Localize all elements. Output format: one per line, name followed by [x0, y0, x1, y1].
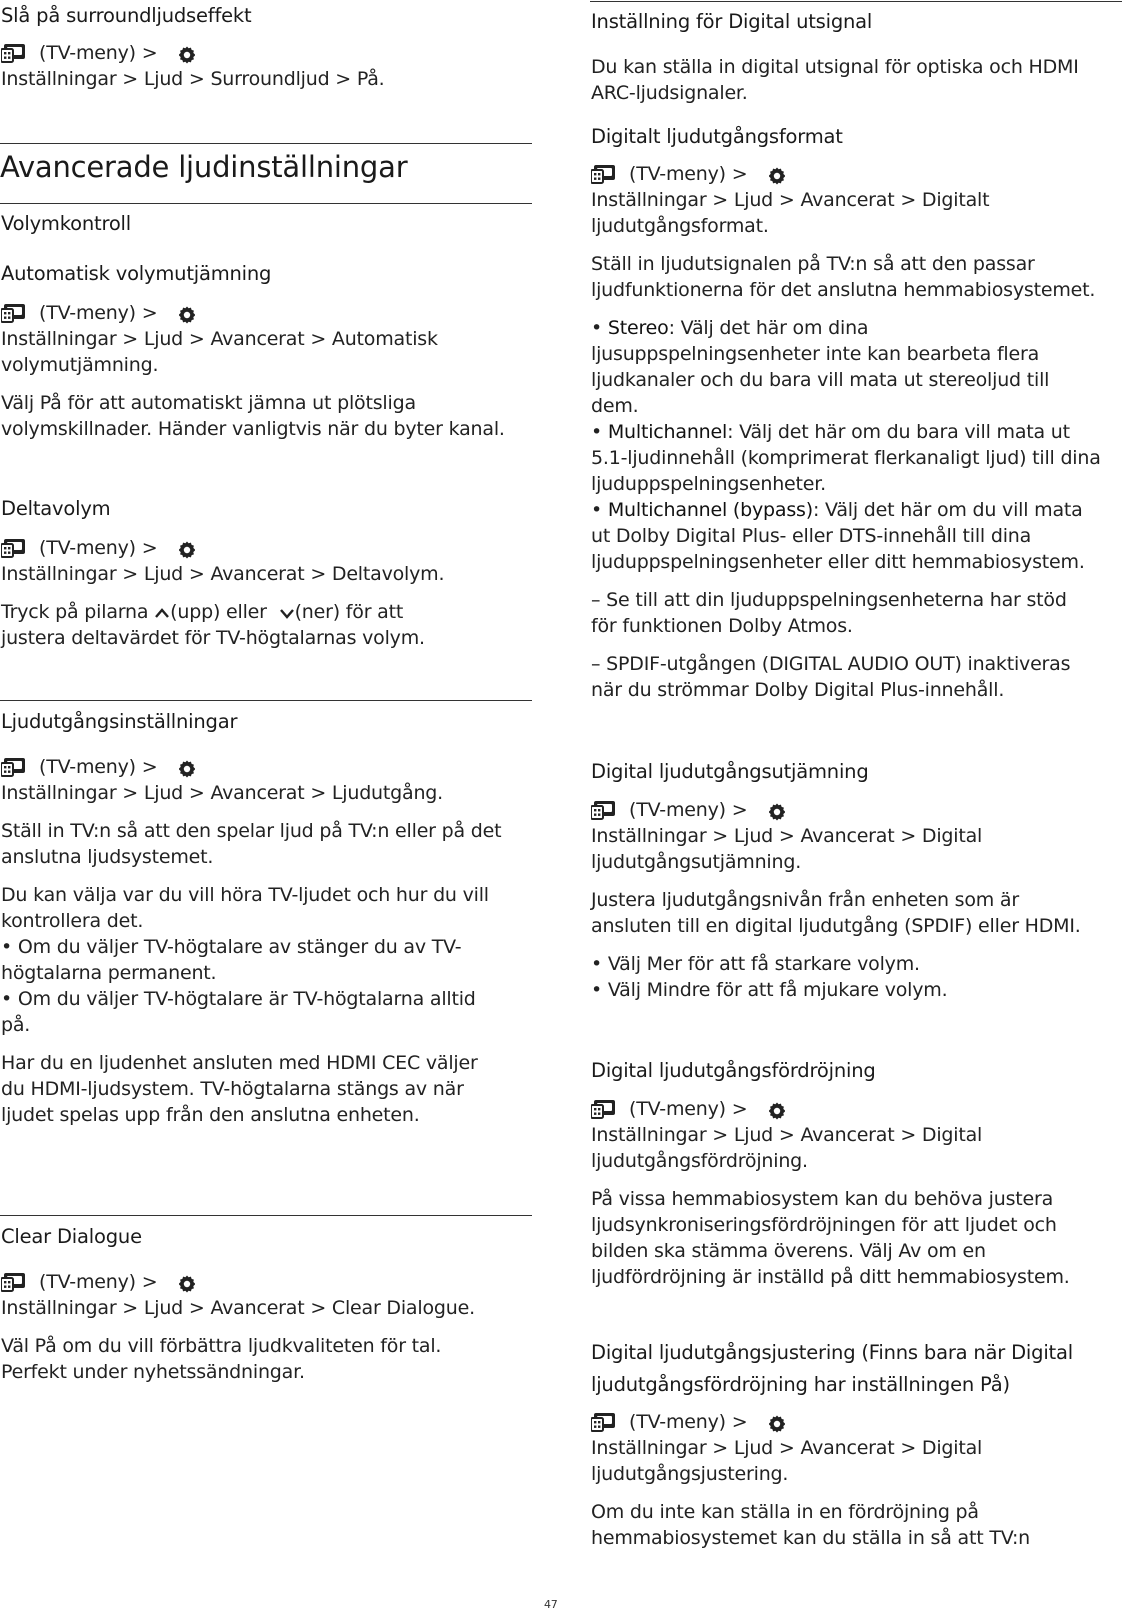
format-bypass-line2: ut Dolby Digital Plus- eller DTS-innehåll till dina — [591, 525, 1032, 547]
leveller-bullet1: • Välj Mer för att få starkare volym. — [591, 953, 920, 975]
menu-label: (TV-meny) > — [39, 537, 158, 559]
auto-volume-desc-line1: Välj På för att automatiskt jämna ut plötsliga — [1, 392, 416, 414]
offset-path-line1: Inställningar > Ljud > Avancerat > Digital — [591, 1437, 983, 1459]
digital-out-heading: Inställning för Digital utsignal — [591, 10, 873, 33]
surround-menu-path — [1, 40, 197, 66]
format-stereo-line1: • Stereo: Välj det här om dina — [591, 317, 869, 339]
audio-out-path-text: Inställningar > Ljud > Avancerat > Ljudutgång. — [1, 782, 443, 804]
tv-menu-icon — [1, 302, 27, 324]
auto-volume-heading: Automatisk volymutjämning — [1, 262, 272, 285]
audio-out-p1-line2: anslutna ljudsystemet. — [1, 846, 214, 868]
format-heading: Digitalt ljudutgångsformat — [591, 125, 843, 148]
digital-out-desc-line1: Du kan ställa in digital utsignal för optiska och HDMI — [591, 56, 1079, 78]
audio-out-p2-line6: på. — [1, 1014, 31, 1036]
audio-out-p2-line2: kontrollera det. — [1, 910, 144, 932]
offset-desc-line2: hemmabiosystemet kan du ställa in så att TV:n — [591, 1527, 1031, 1549]
page-number: 47 — [544, 1598, 558, 1611]
format-stereo-line3: ljudkanaler och du bara vill mata ut stereoljud till — [591, 369, 1050, 391]
format-note2-line2: när du strömmar Dolby Digital Plus-innehåll. — [591, 679, 1005, 701]
menu-label: (TV-meny) > — [629, 1098, 748, 1120]
audio-out-p3-line2: du HDMI-ljudsystem. TV-högtalarna stängs av när — [1, 1078, 464, 1100]
delay-desc-line3: bilden ska stämma överens. Välj Av om en — [591, 1240, 986, 1262]
clear-dialogue-desc-line1: Väl På om du vill förbättra ljudkvaliteten för tal. — [1, 1335, 442, 1357]
offset-heading-line1: Digital ljudutgångsjustering (Finns bara när Digital — [591, 1341, 1073, 1364]
delta-volume-desc-line1 — [1, 599, 403, 625]
format-stereo-line4: dem. — [591, 395, 639, 417]
audio-out-p2-line5: • Om du väljer TV-högtalare är TV-högtalarna alltid — [1, 988, 476, 1010]
surround-path-text: Inställningar > Ljud > Surroundljud > På. — [1, 68, 385, 90]
leveller-bullet2: • Välj Mindre för att få mjukare volym. — [591, 979, 948, 1001]
gear-icon — [177, 45, 197, 65]
clear-dialogue-desc-line2: Perfekt under nyhetssändningar. — [1, 1361, 305, 1383]
clear-dialogue-heading: Clear Dialogue — [1, 1225, 142, 1248]
audio-out-p2-line4: högtalarna permanent. — [1, 962, 217, 984]
bypass-text: : Välj det här om du vill mata — [812, 499, 1083, 521]
arrow-down-icon — [279, 606, 295, 620]
format-multi-line3: ljuduppspelningsenheter. — [591, 473, 826, 495]
gear-icon — [177, 759, 197, 779]
tv-menu-icon — [591, 163, 617, 185]
menu-label: (TV-meny) > — [629, 1411, 748, 1433]
audio-out-menu-path — [1, 754, 197, 780]
offset-desc-line1: Om du inte kan ställa in en fördröjning på — [591, 1501, 979, 1523]
auto-volume-path-line1: Inställningar > Ljud > Avancerat > Automatisk — [1, 328, 438, 350]
gear-icon — [177, 1274, 197, 1294]
tv-menu-icon — [1, 42, 27, 64]
menu-label: (TV-meny) > — [39, 42, 158, 64]
menu-label: (TV-meny) > — [39, 1271, 158, 1293]
auto-volume-desc-line2: volymskillnader. Händer vanligtvis när du byter kanal. — [1, 418, 505, 440]
clear-dialogue-path-text: Inställningar > Ljud > Avancerat > Clear Dialogue. — [1, 1297, 475, 1319]
menu-label: (TV-meny) > — [629, 799, 748, 821]
delay-desc-line1: På vissa hemmabiosystem kan du behöva justera — [591, 1188, 1054, 1210]
gear-icon — [767, 1414, 787, 1434]
leveller-path-line1: Inställningar > Ljud > Avancerat > Digital — [591, 825, 983, 847]
format-path-line2: ljudutgångsformat. — [591, 215, 769, 237]
clear-dialogue-menu-path — [1, 1269, 197, 1295]
delta-desc-a: Tryck på pilarna — [1, 601, 155, 623]
arrow-up-icon — [154, 606, 170, 620]
gear-icon — [177, 540, 197, 560]
divider — [0, 1215, 532, 1216]
stereo-keyword: Stereo — [607, 317, 669, 339]
format-p1-line1: Ställ in ljudutsignalen på TV:n så att den passar — [591, 253, 1035, 275]
menu-label: (TV-meny) > — [629, 163, 748, 185]
leveller-path-line2: ljudutgångsutjämning. — [591, 851, 802, 873]
multichannel-keyword: Multichannel — [607, 421, 728, 443]
format-bypass-line1: • Multichannel (bypass): Välj det här om du vill mata — [591, 499, 1083, 521]
leveller-p1-line2: ansluten till en digital ljudutgång (SPDIF) eller HDMI. — [591, 915, 1081, 937]
delta-volume-heading: Deltavolym — [1, 497, 111, 520]
leveller-heading: Digital ljudutgångsutjämning — [591, 760, 869, 783]
audio-out-p3-line3: ljudet spelas upp från den anslutna enheten. — [1, 1104, 420, 1126]
format-stereo-line2: ljusuppspelningsenheter inte kan bearbeta flera — [591, 343, 1040, 365]
format-multi-line1: • Multichannel: Välj det här om du bara vill mata ut — [591, 421, 1070, 443]
audio-out-p1-line1: Ställ in TV:n så att den spelar ljud på TV:n eller på det — [1, 820, 502, 842]
auto-volume-path-line2: volymutjämning. — [1, 354, 159, 376]
delay-desc-line4: ljudfördröjning är inställd på ditt hemmabiosystem. — [591, 1266, 1070, 1288]
tv-menu-icon — [591, 1098, 617, 1120]
menu-label: (TV-meny) > — [39, 302, 158, 324]
format-multi-line2: 5.1-ljudinnehåll (komprimerat flerkanaligt ljud) till dina — [591, 447, 1101, 469]
tv-menu-icon — [1, 537, 27, 559]
divider — [590, 1, 1122, 2]
gear-icon — [767, 166, 787, 186]
divider — [0, 143, 532, 144]
offset-menu-path — [591, 1409, 787, 1435]
format-note1-line1: – Se till att din ljuduppspelningsenheterna har stöd — [591, 589, 1067, 611]
audio-out-p2-line1: Du kan välja var du vill höra TV-ljudet och hur du vill — [1, 884, 489, 906]
format-bypass-line3: ljuduppspelningsenheter eller ditt hemmabiosystem. — [591, 551, 1085, 573]
delta-desc-b: (upp) eller — [170, 601, 273, 623]
delay-desc-line2: ljudsynkroniseringsfördröjningen för att ljudet och — [591, 1214, 1057, 1236]
multichannel-text: : Välj det här om du bara vill mata ut — [727, 421, 1070, 443]
audio-out-p2-line3: • Om du väljer TV-högtalare av stänger du av TV- — [1, 936, 462, 958]
delta-volume-menu-path — [1, 535, 197, 561]
delay-path-line2: ljudutgångsfördröjning. — [591, 1150, 808, 1172]
format-note1-line2: för funktionen Dolby Atmos. — [591, 615, 853, 637]
audio-out-p3-line1: Har du en ljudenhet ansluten med HDMI CEC väljer — [1, 1052, 478, 1074]
menu-label: (TV-meny) > — [39, 756, 158, 778]
stereo-text: : Välj det här om dina — [668, 317, 869, 339]
format-menu-path — [591, 161, 787, 187]
delta-volume-desc-line2: justera deltavärdet för TV-högtalarnas volym. — [1, 627, 425, 649]
tv-menu-icon — [591, 799, 617, 821]
divider — [0, 203, 532, 204]
tv-menu-icon — [1, 1271, 27, 1293]
delta-volume-path-text: Inställningar > Ljud > Avancerat > Deltavolym. — [1, 563, 445, 585]
auto-volume-menu-path — [1, 300, 197, 326]
leveller-p1-line1: Justera ljudutgångsnivån från enheten som är — [591, 889, 1019, 911]
tv-menu-icon — [591, 1411, 617, 1433]
offset-heading-line2: ljudutgångsfördröjning har inställningen På) — [591, 1373, 1010, 1396]
gear-icon — [767, 802, 787, 822]
surround-heading: Slå på surroundljudseffekt — [1, 4, 252, 27]
leveller-menu-path — [591, 797, 787, 823]
format-p1-line2: ljudfunktionerna för det anslutna hemmabiosystemet. — [591, 279, 1096, 301]
offset-path-line2: ljudutgångsjustering. — [591, 1463, 789, 1485]
divider — [0, 700, 532, 701]
tv-menu-icon — [1, 756, 27, 778]
delay-path-line1: Inställningar > Ljud > Avancerat > Digital — [591, 1124, 983, 1146]
format-note2-line1: – SPDIF-utgången (DIGITAL AUDIO OUT) inaktiveras — [591, 653, 1071, 675]
delta-desc-c: (ner) för att — [294, 601, 404, 623]
format-path-line1: Inställningar > Ljud > Avancerat > Digitalt — [591, 189, 990, 211]
advanced-heading: Avancerade ljudinställningar — [0, 150, 408, 184]
delay-menu-path — [591, 1096, 787, 1122]
delay-heading: Digital ljudutgångsfördröjning — [591, 1059, 876, 1082]
audio-out-heading: Ljudutgångsinställningar — [1, 710, 238, 733]
gear-icon — [767, 1101, 787, 1121]
digital-out-desc-line2: ARC-ljudsignaler. — [591, 82, 748, 104]
gear-icon — [177, 305, 197, 325]
volume-control-heading: Volymkontroll — [1, 212, 131, 235]
bypass-keyword: Multichannel (bypass) — [607, 499, 813, 521]
